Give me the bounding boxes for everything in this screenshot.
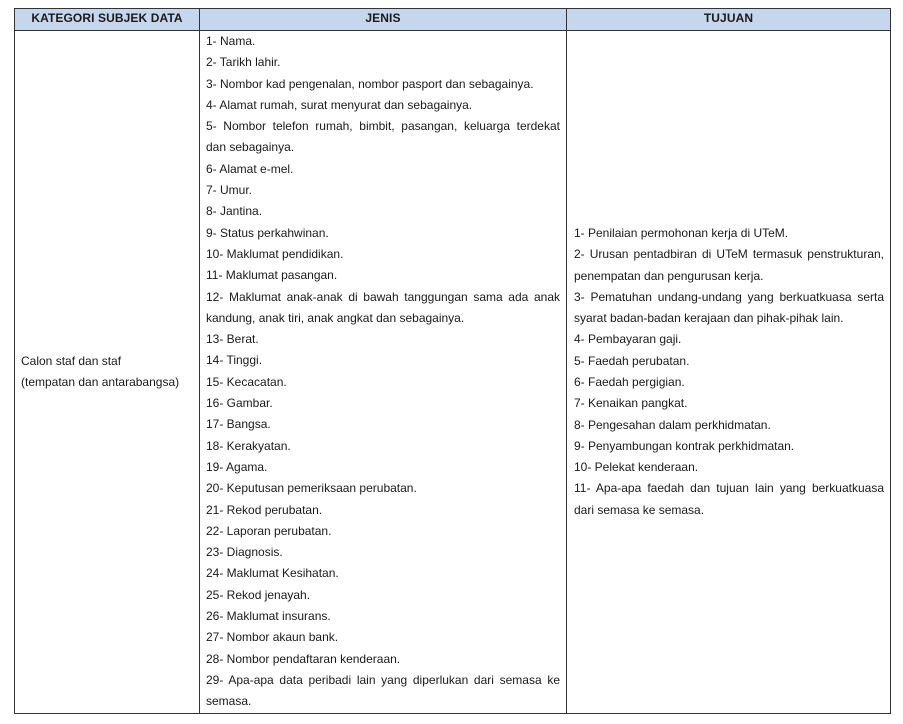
tujuan-list bbox=[574, 223, 884, 521]
tujuan-item: 1- Penilaian permohonan kerja di UTeM. bbox=[574, 225, 789, 240]
header-tujuan: TUJUAN bbox=[703, 11, 754, 25]
jenis-item: 29- Apa-apa data peribadi lain yang diperlukan dari semasa ke semasa. bbox=[206, 672, 560, 709]
jenis-item: 18- Kerakyatan. bbox=[206, 438, 291, 453]
jenis-item: 3- Nombor kad pengenalan, nombor pasport dan sebagainya. bbox=[206, 76, 534, 91]
tujuan-item: 6- Faedah pergigian. bbox=[574, 375, 685, 389]
jenis-cell bbox=[200, 31, 567, 713]
tujuan-item: 2- Urusan pentadbiran di UTeM termasuk penstrukturan, penempatan dan pengurusan kerja. bbox=[574, 247, 884, 283]
jenis-item: 2- Tarikh lahir. bbox=[206, 55, 281, 70]
jenis-item: 11- Maklumat pasangan. bbox=[206, 268, 338, 283]
jenis-item: 23- Diagnosis. bbox=[206, 545, 283, 560]
jenis-item: 12- Maklumat anak-anak di bawah tanggungan sama ada anak kandung, anak tiri, anak angkat dan sebagainya. bbox=[206, 289, 560, 325]
header-jenis: JENIS bbox=[200, 9, 567, 30]
kategori-cell bbox=[15, 31, 200, 713]
jenis-item: 17- Bangsa. bbox=[206, 417, 271, 432]
jenis-item: 10- Maklumat pendidikan. bbox=[206, 246, 344, 261]
jenis-item: 19- Agama. bbox=[206, 459, 268, 474]
jenis-item: 26- Maklumat insurans. bbox=[206, 609, 331, 624]
kategori-line-1: Calon staf dan staf bbox=[21, 353, 122, 368]
jenis-item: 13- Berat. bbox=[206, 332, 259, 347]
jenis-item: 16- Gambar. bbox=[206, 396, 273, 411]
jenis-item: 28- Nombor pendaftaran kenderaan. bbox=[206, 651, 401, 666]
tujuan-item: 5- Faedah perubatan. bbox=[574, 353, 690, 368]
jenis-item: 1- Nama. bbox=[206, 34, 256, 48]
jenis-item: 8- Jantina. bbox=[206, 204, 263, 219]
jenis-item: 22- Laporan perubatan. bbox=[206, 523, 332, 538]
tujuan-item: 8- Pengesahan dalam perkhidmatan. bbox=[574, 417, 771, 432]
header-kategori: KATEGORI SUBJEK DATA bbox=[15, 9, 200, 30]
jenis-item: 6- Alamat e-mel. bbox=[206, 161, 294, 176]
tujuan-item: 4- Pembayaran gaji. bbox=[574, 332, 682, 347]
jenis-item: 7- Umur. bbox=[206, 183, 253, 198]
jenis-item: 15- Kecacatan. bbox=[206, 374, 287, 389]
table-row bbox=[15, 31, 890, 713]
jenis-item: 21- Rekod perubatan. bbox=[206, 502, 323, 517]
tujuan-item: 9- Penyambungan kontrak perkhidmatan. bbox=[574, 438, 795, 453]
jenis-item: 9- Status perkahwinan. bbox=[206, 225, 329, 240]
table-header-row bbox=[15, 9, 890, 31]
jenis-item: 14- Tinggi. bbox=[206, 353, 263, 368]
jenis-item: 27- Nombor akaun bank. bbox=[206, 630, 339, 645]
jenis-item: 20- Keputusan pemeriksaan perubatan. bbox=[206, 481, 417, 496]
jenis-item: 25- Rekod jenayah. bbox=[206, 587, 311, 602]
jenis-item: 4- Alamat rumah, surat menyurat dan sebagainya. bbox=[206, 97, 473, 112]
data-subject-table bbox=[14, 8, 891, 714]
tujuan-cell bbox=[567, 31, 890, 713]
tujuan-item: 7- Kenaikan pangkat. bbox=[574, 396, 688, 411]
jenis-list bbox=[206, 31, 560, 713]
tujuan-item: 10- Pelekat kenderaan. bbox=[574, 460, 699, 475]
tujuan-item: 11- Apa-apa faedah dan tujuan lain yang berkuatkuasa dari semasa ke semasa. bbox=[574, 481, 884, 517]
kategori-line-2: (tempatan dan antarabangsa) bbox=[21, 375, 180, 389]
jenis-item: 5- Nombor telefon rumah, bimbit, pasangan, keluarga terdekat dan sebagainya. bbox=[206, 119, 560, 155]
jenis-item: 24- Maklumat Kesihatan. bbox=[206, 566, 339, 581]
tujuan-item: 3- Pematuhan undang-undang yang berkuatkuasa serta syarat badan-badan kerajaan dan pihak-pihak lain. bbox=[574, 289, 884, 326]
